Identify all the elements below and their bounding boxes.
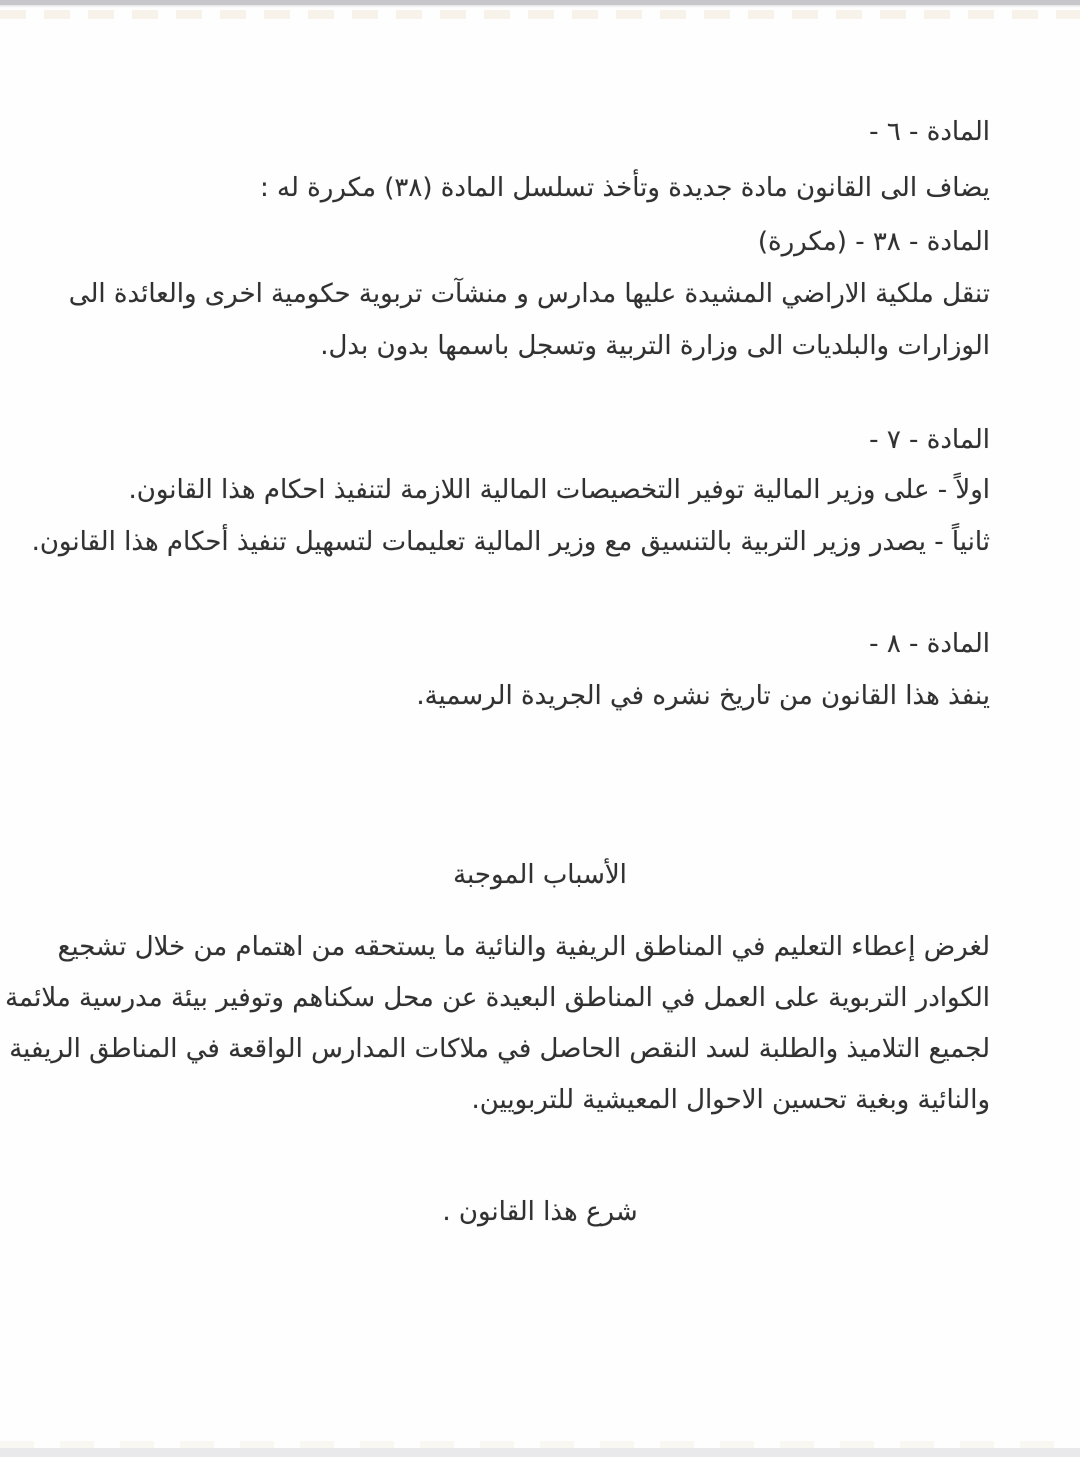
reasons-paragraph-line-3: لجميع التلاميذ والطلبة لسد النقص الحاصل في ملاكات المدارس الواقعة في المناطق الريفية xyxy=(9,1034,990,1064)
reasons-paragraph-line-2: الكوادر التربوية على العمل في المناطق البعيدة عن محل سكناهم وتوفير بيئة مدرسية ملائمة xyxy=(5,983,990,1013)
article-6-heading: المادة - ٦ - xyxy=(869,117,990,147)
article-6-line-1: يضاف الى القانون مادة جديدة وتأخذ تسلسل المادة (٣٨) مكررة له : xyxy=(260,173,990,203)
article-7-clause-second: ثانياً - يصدر وزير التربية بالتنسيق مع وزير المالية تعليمات لتسهيل تنفيذ أحكام هذا القانون. xyxy=(31,527,990,557)
article-7-clause-first: اولاً - على وزير المالية توفير التخصيصات المالية اللازمة لتنفيذ احكام هذا القانون. xyxy=(128,475,990,505)
enactment-statement: شرع هذا القانون . xyxy=(442,1197,638,1227)
reasons-title: الأسباب الموجبة xyxy=(453,860,627,890)
reasons-paragraph-line-1: لغرض إعطاء التعليم في المناطق الريفية والنائية ما يستحقه من اهتمام من خلال تشجيع xyxy=(57,932,990,962)
scan-artifact-strip-top xyxy=(0,10,1080,19)
top-edge-shadow xyxy=(0,5,1080,8)
article-38-bis-text-line-1: تنقل ملكية الاراضي المشيدة عليها مدارس و منشآت تربوية حكومية اخرى والعائدة الى xyxy=(68,279,990,309)
reasons-paragraph-line-4: والنائية وبغية تحسين الاحوال المعيشية للتربويين. xyxy=(471,1085,990,1115)
article-38-bis-text-line-2: الوزارات والبلديات الى وزارة التربية وتسجل باسمها بدون بدل. xyxy=(320,331,990,361)
article-8-heading: المادة - ٨ - xyxy=(869,629,990,659)
article-7-heading: المادة - ٧ - xyxy=(869,425,990,455)
bottom-edge-bar xyxy=(0,1448,1080,1457)
scan-artifact-strip-bottom xyxy=(0,1441,1080,1448)
article-8-text: ينفذ هذا القانون من تاريخ نشره في الجريدة الرسمية. xyxy=(416,681,990,711)
article-38-bis-subheading: المادة - ٣٨ - (مكررة) xyxy=(757,227,990,257)
